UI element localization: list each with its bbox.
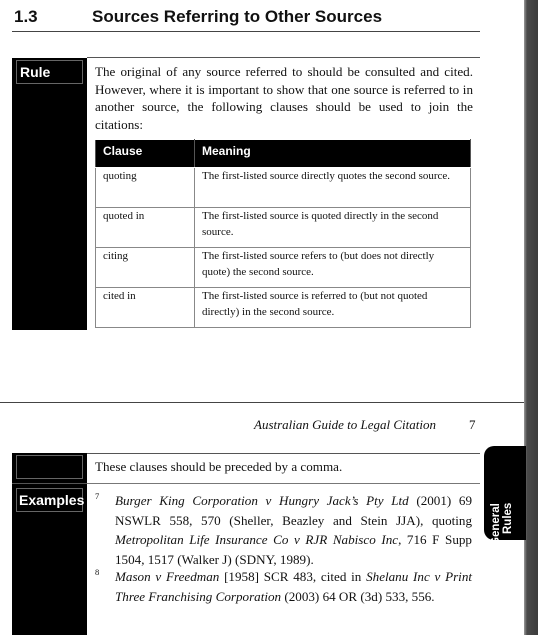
clause-cell: quoted in [96, 208, 195, 248]
example-number: 8 [95, 567, 100, 577]
side-tab-line: Rules [502, 502, 514, 534]
clause-cell: cited in [96, 288, 195, 328]
page-divider [0, 402, 524, 403]
section-number: 1.3 [14, 7, 38, 26]
meaning-cell: The first-listed source is referred to (but not quoted directly) in the second source. [195, 288, 471, 328]
case-name: Mason v Freedman [115, 569, 220, 584]
table-row [96, 288, 471, 328]
table-row [96, 248, 471, 288]
example-number: 7 [95, 491, 100, 501]
continuation-label-box [16, 455, 83, 479]
table-row [96, 168, 471, 208]
citation-text: (2001) 69 NSWLR 558, 570 (Sheller, Beazley and Stein JJA), quoting [115, 493, 472, 528]
rule-text: The original of any source referred to should be consulted and cited. However, where it is important to show that one source is referred to in another source, the following clauses should be used to join the citations: [95, 64, 473, 132]
rule-label: Rule [20, 64, 51, 80]
clause-cell: citing [96, 248, 195, 288]
comma-note: These clauses should be preceded by a comma. [95, 459, 343, 474]
continuation-top-line [87, 453, 480, 454]
meaning-cell: The first-listed source directly quotes the second source. [195, 168, 471, 208]
meaning-cell: The first-listed source is quoted directly in the second source. [195, 208, 471, 248]
examples-label: Examples [19, 492, 85, 508]
header-meaning: Meaning [195, 140, 471, 168]
citation-text: [1958] SCR 483, cited in [219, 569, 367, 584]
heading-rule [12, 31, 480, 32]
case-name: Burger King Corporation v Hungry Jack’s Pty Ltd [115, 493, 409, 508]
running-title: Australian Guide to Legal Citation [254, 417, 437, 432]
clause-cell: quoting [96, 168, 195, 208]
case-name: Metropolitan Life Insurance Co v RJR Nabisco Inc [115, 532, 399, 548]
rule-top-line [87, 57, 480, 58]
case-name: Shelanu Inc v Print Three Franchising Corporation [115, 569, 473, 604]
citation-text: (2003) 64 OR (3d) 533, 556. [281, 588, 435, 604]
page-edge [524, 0, 538, 635]
header-clause: Clause [96, 140, 195, 168]
continuation-sidebar [12, 453, 87, 635]
example-citation [115, 567, 472, 606]
continuation-mid-line [87, 483, 480, 484]
table-row [96, 208, 471, 248]
section-title: Sources Referring to Other Sources [92, 7, 383, 26]
citation-text: , 716 F Supp 1504, 1517 (Walker J) (SDNY, 1989). [115, 532, 472, 567]
side-tab-label [490, 456, 514, 546]
sidebar-separator [12, 483, 87, 484]
clause-table [95, 139, 471, 328]
meaning-cell: The first-listed source refers to (but does not directly quote) the second source. [195, 248, 471, 288]
side-tab-line: General [490, 503, 502, 546]
table-header-row [96, 140, 471, 168]
example-citation [115, 491, 472, 569]
rule-sidebar [12, 58, 87, 330]
page-number: 7 [469, 417, 476, 432]
